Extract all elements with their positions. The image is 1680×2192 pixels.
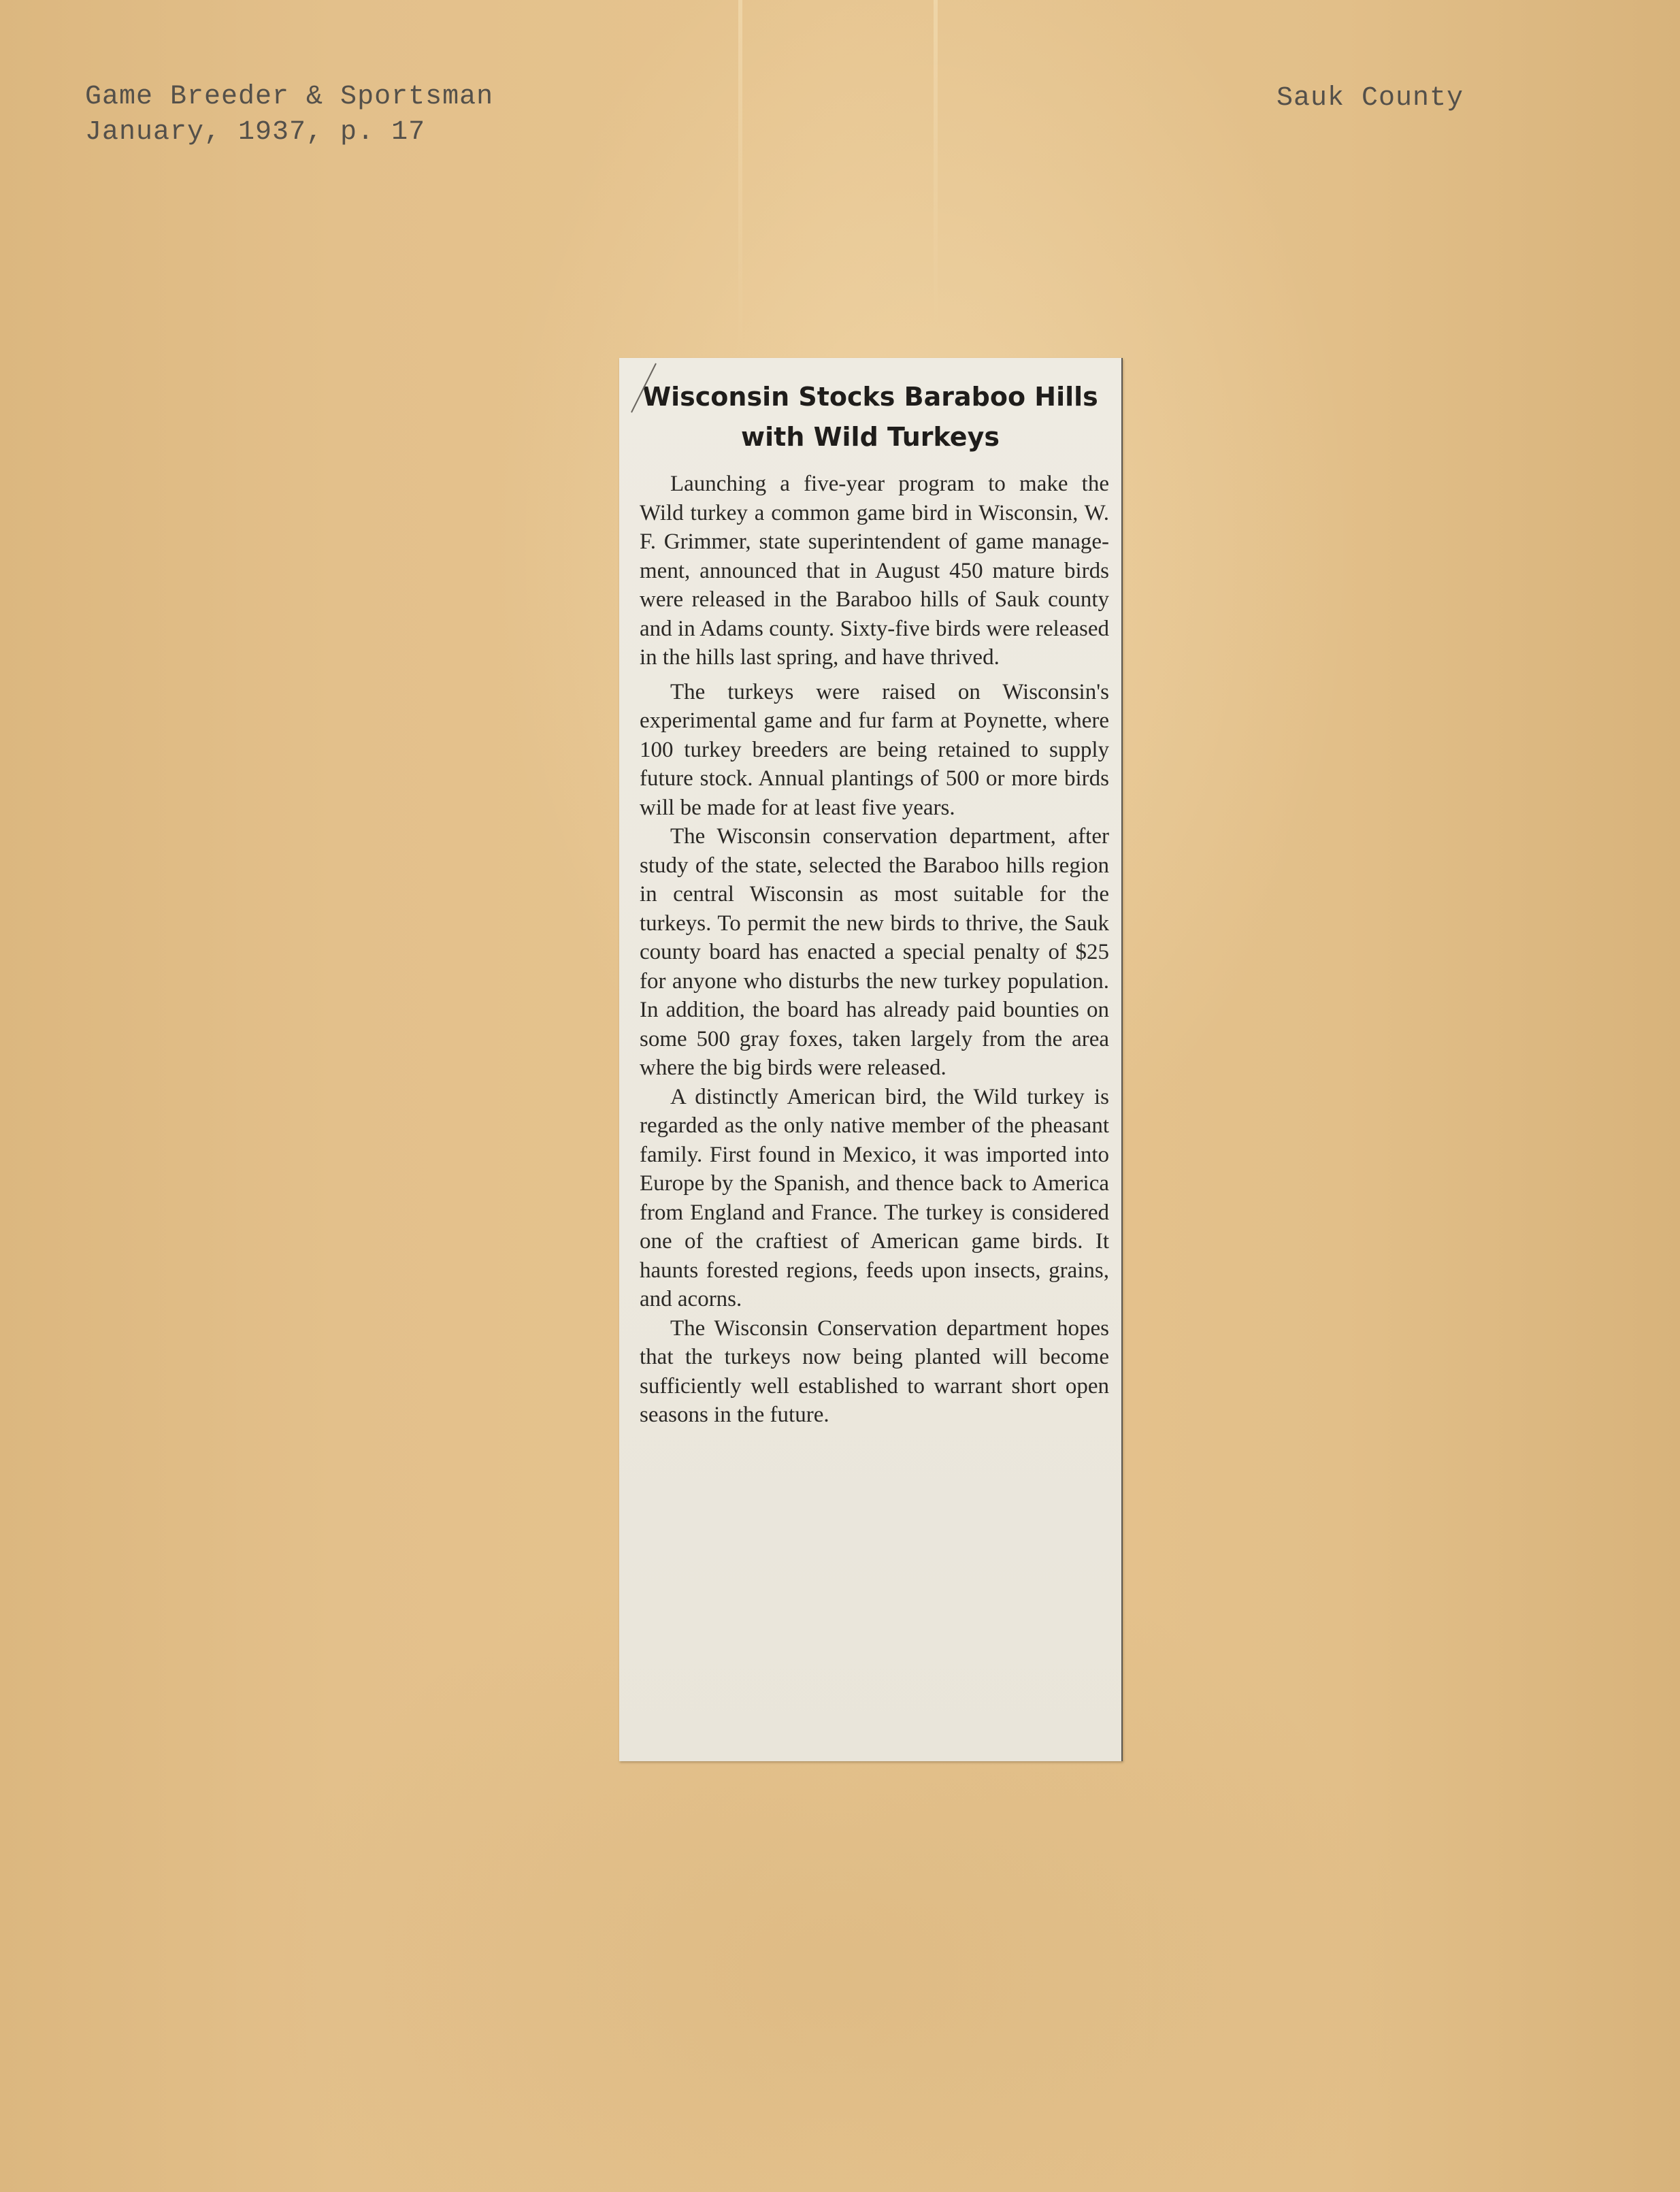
source-publication: Game Breeder & Sportsman bbox=[85, 82, 494, 112]
article-paragraph-2: The turkeys were raised on Wisconsin's experimental game and fur farm at Poynette, where 100 turkey breeders are being retained to supply future stock. Annual plantings of 500 or more birds will be made for at least five years. bbox=[640, 679, 1109, 820]
article-paragraph-4: A distinctly American bird, the Wild turkey is regarded as the only native member of the pheasant family. First found in Mexico, it was imported into Europe by the Spanish, and thence back to America from England and France. The turkey is considered one of the craftiest of American game birds. It haunts forested regions, feeds upon insects, grains, and acorns. bbox=[640, 1084, 1109, 1311]
headline-line-2: with Wild Turkeys bbox=[741, 422, 1000, 452]
paper-crease bbox=[738, 0, 742, 354]
newspaper-clipping bbox=[619, 358, 1123, 1761]
article-paragraph-5: The Wisconsin Conservation department hopes that the turkeys now being planted will become sufficiently well established to warrant short open seasons in the future. bbox=[640, 1315, 1109, 1427]
source-date-page: January, 1937, p. 17 bbox=[85, 117, 426, 148]
headline bbox=[619, 377, 1121, 457]
headline-line-1: Wisconsin Stocks Baraboo Hills bbox=[642, 382, 1098, 412]
county-label: Sauk County bbox=[1277, 83, 1464, 114]
article-body bbox=[640, 470, 1109, 1430]
article-paragraph-3: The Wisconsin conservation department, after study of the state, selected the Baraboo hills region in central Wisconsin as most suitable for the turkeys. To permit the new birds to thrive, the Sauk county board has enacted a special penalty of $25 for anyone who disturbs the new turkey population. In addition, the board has already paid bounties on some 500 gray foxes, taken largely from the area where the big birds were released. bbox=[640, 824, 1109, 1080]
pencil-check-mark bbox=[627, 361, 661, 415]
article-paragraph-1: Launching a five-year program to make the Wild turkey a common game bird in Wisconsin, W. F. Grimmer, state superintendent of game management, announced that in August 450 mature birds were released in the Baraboo hills of Sauk county and in Adams county. Sixty-five birds were released in the hills last spring, and have thrived. bbox=[640, 472, 1109, 670]
paper-crease bbox=[934, 0, 938, 327]
